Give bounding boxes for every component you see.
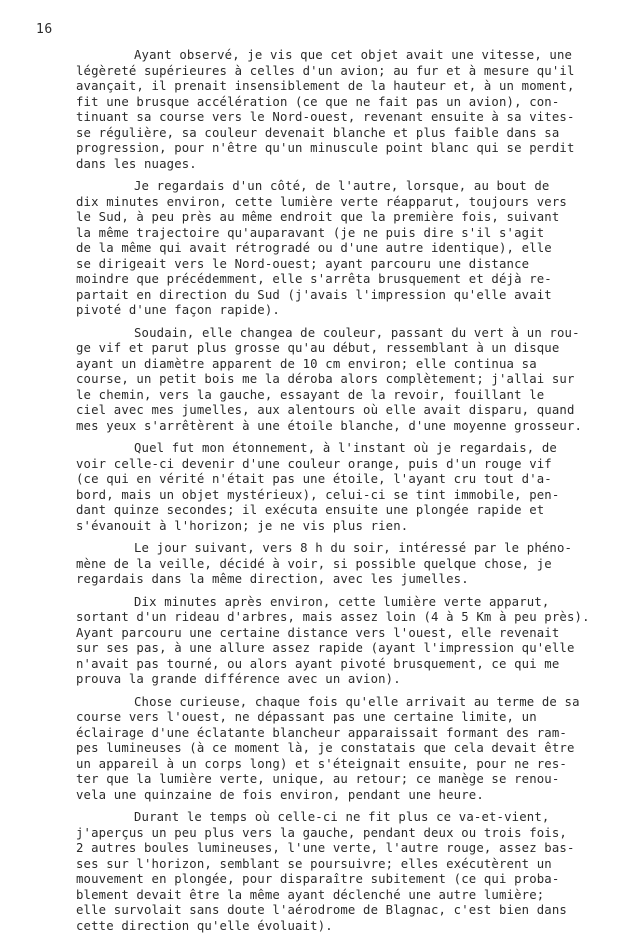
text-line: ses sur l'horizon, semblant se poursuivre; elles exécutèrent un: [76, 857, 596, 873]
text-line: partait en direction du Sud (j'avais l'impression qu'elle avait: [76, 288, 596, 304]
text-line: tinuant sa course vers le Nord-ouest, revenant ensuite à sa vites-: [76, 110, 596, 126]
text-line: ciel avec mes jumelles, aux alentours où elle avait disparu, quand: [76, 403, 596, 419]
text-line: bord, mais un objet mystérieux), celui-ci se tint immobile, pen-: [76, 488, 596, 504]
paragraph: [76, 695, 596, 804]
text-line: avançait, il prenait insensiblement de la hauteur et, à un moment,: [76, 79, 596, 95]
text-line: Ayant observé, je vis que cet objet avait une vitesse, une: [76, 48, 596, 64]
text-line: blement devait être la même ayant déclenché une autre lumière;: [76, 888, 596, 904]
text-line: j'aperçus un peu plus vers la gauche, pendant deux ou trois fois,: [76, 826, 596, 842]
text-line: la même trajectoire qu'auparavant (je ne puis dire s'il s'agit: [76, 226, 596, 242]
text-line: mes yeux s'arrêtèrent à une étoile blanche, d'une moyenne grosseur.: [76, 419, 596, 435]
text-line: cette direction qu'elle évoluait).: [76, 919, 596, 934]
text-line: n'avait pas tourné, ou alors ayant pivoté brusquement, ce qui me: [76, 657, 596, 673]
text-line: elle survolait sans doute l'aérodrome de Blagnac, c'est bien dans: [76, 903, 596, 919]
text-line: de la même qui avait rétrogradé ou d'une autre identique), elle: [76, 241, 596, 257]
text-line: regardais dans la même direction, avec les jumelles.: [76, 572, 596, 588]
text-line: mène de la veille, décidé à voir, si possible quelque chose, je: [76, 557, 596, 573]
text-line: voir celle-ci devenir d'une couleur orange, puis d'un rouge vif: [76, 457, 596, 473]
text-line: ter que la lumière verte, unique, au retour; ce manège se renou-: [76, 772, 596, 788]
text-line: Je regardais d'un côté, de l'autre, lorsque, au bout de: [76, 179, 596, 195]
text-line: légèreté supérieures à celles d'un avion; au fur et à mesure qu'il: [76, 64, 596, 80]
text-line: prouva la grande différence avec un avion).: [76, 672, 596, 688]
text-line: progression, pour n'être qu'un minuscule point blanc qui se perdit: [76, 141, 596, 157]
text-line: éclairage d'une éclatante blancheur apparaissait formant des ram-: [76, 726, 596, 742]
text-line: se dirigeait vers le Nord-ouest; ayant parcouru une distance: [76, 257, 596, 273]
text-line: Ayant parcouru une certaine distance vers l'ouest, elle revenait: [76, 626, 596, 642]
text-line: fit une brusque accélération (ce que ne fait pas un avion), con-: [76, 95, 596, 111]
paragraph: [76, 326, 596, 435]
text-line: course, un petit bois me la déroba alors complètement; j'allai sur: [76, 372, 596, 388]
text-line: Quel fut mon étonnement, à l'instant où je regardais, de: [76, 441, 596, 457]
text-line: pivoté d'une façon rapide).: [76, 303, 596, 319]
text-line: moindre que précédemment, elle s'arrêta brusquement et déjà re-: [76, 272, 596, 288]
text-line: se régulière, sa couleur devenait blanche et plus faible dans sa: [76, 126, 596, 142]
text-line: Soudain, elle changea de couleur, passant du vert à un rou-: [76, 326, 596, 342]
text-line: un appareil à un corps long) et s'éteignait ensuite, pour ne res-: [76, 757, 596, 773]
paragraph: [76, 595, 596, 688]
text-line: dant quinze secondes; il exécuta ensuite une plongée rapide et: [76, 503, 596, 519]
paragraph: [76, 48, 596, 172]
paragraph: [76, 441, 596, 534]
text-line: Le jour suivant, vers 8 h du soir, intéressé par le phéno-: [76, 541, 596, 557]
text-line: sur ses pas, à une allure assez rapide (ayant l'impression qu'elle: [76, 641, 596, 657]
text-line: 2 autres boules lumineuses, l'une verte, l'autre rouge, assez bas-: [76, 841, 596, 857]
text-line: Dix minutes après environ, cette lumière verte apparut,: [76, 595, 596, 611]
paragraph: [76, 810, 596, 934]
text-line: pes lumineuses (à ce moment là, je constatais que cela devait être: [76, 741, 596, 757]
document-body: [76, 18, 596, 934]
text-line: Chose curieuse, chaque fois qu'elle arrivait au terme de sa: [76, 695, 596, 711]
text-line: ayant un diamètre apparent de 10 cm environ; elle continua sa: [76, 357, 596, 373]
text-line: sortant d'un rideau d'arbres, mais assez loin (4 à 5 Km à peu près).: [76, 610, 596, 626]
text-line: vela une quinzaine de fois environ, pendant une heure.: [76, 788, 596, 804]
page-number: 16: [36, 22, 53, 37]
text-line: ge vif et parut plus grosse qu'au début, ressemblant à un disque: [76, 341, 596, 357]
text-line: dans les nuages.: [76, 157, 596, 173]
text-line: dix minutes environ, cette lumière verte réapparut, toujours vers: [76, 195, 596, 211]
text-line: course vers l'ouest, ne dépassant pas une certaine limite, un: [76, 710, 596, 726]
paragraph: [76, 179, 596, 319]
text-line: s'évanouit à l'horizon; je ne vis plus rien.: [76, 519, 596, 535]
text-line: le Sud, à peu près au même endroit que la première fois, suivant: [76, 210, 596, 226]
paragraph: [76, 541, 596, 588]
text-line: (ce qui en vérité n'était pas une étoile, l'ayant cru tout d'a-: [76, 472, 596, 488]
text-line: le chemin, vers la gauche, essayant de la revoir, fouillant le: [76, 388, 596, 404]
text-line: mouvement en plongée, pour disparaître subitement (ce qui proba-: [76, 872, 596, 888]
text-line: Durant le temps où celle-ci ne fit plus ce va-et-vient,: [76, 810, 596, 826]
